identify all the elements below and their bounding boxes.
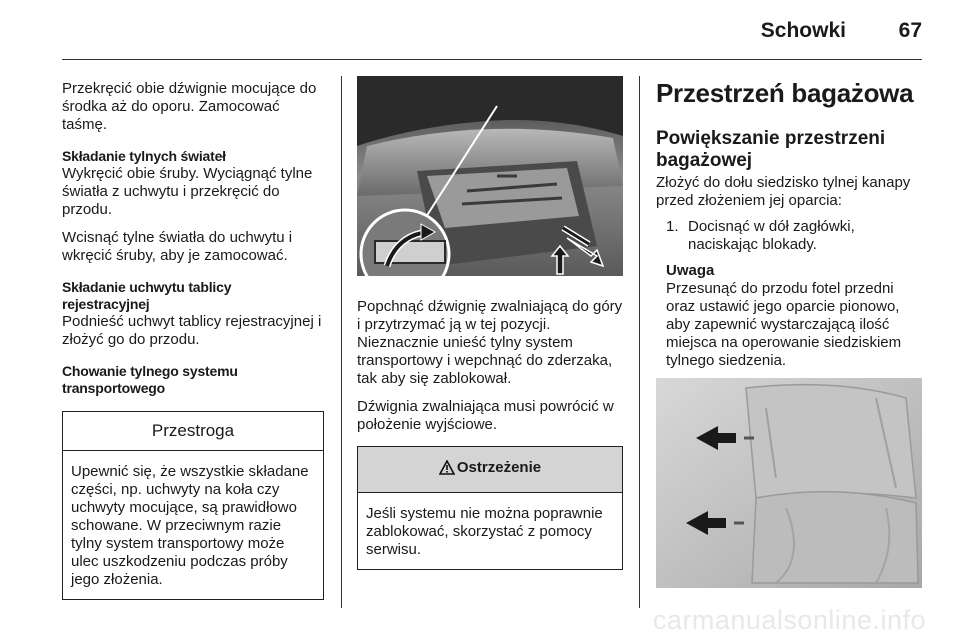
page-header [62, 0, 922, 60]
right-column [656, 78, 922, 588]
plate-holder-paragraph: Podnieść uchwyt tablicy rejestracyjnej i złożyć go do przodu. [62, 313, 322, 348]
warning-box [357, 446, 623, 570]
warning-box-body: Jeśli systemu nie można poprawnie zablokować, skorzystać z pomocy serwisu. [366, 505, 603, 558]
chapter-title: Schowki [760, 19, 846, 42]
carrier-photo [357, 76, 623, 276]
note-body: Przesunąć do przodu fotel przedni oraz ustawić jego oparcie pionowo, aby zapewnić wystarczającą ilość miejsca na operowanie siedziskiem tylnego siedzenia. [666, 280, 902, 369]
tail-lights-paragraph-2: Wcisnąć tylne światła do uchwytu i wkręcić śruby, aby je zamocować. [62, 229, 293, 264]
seat-photo [656, 378, 922, 588]
seat-cushion [752, 492, 918, 583]
left-column [62, 80, 324, 600]
section-heading-plate-holder: Składanie uchwytu tablicy rejestracyjnej [62, 279, 232, 312]
tail-lights-paragraph-1: Wykręcić obie śruby. Wyciągnąć tylne światła z uchwytu i przekręcić do przodu. [62, 165, 313, 218]
note-block [656, 262, 922, 370]
caution-box-body: Upewnić się, że wszystkie składane części, np. uchwyty na koła czy uchwyty mocujące, są prawidłowo schowane. W przeciwnym razie tylny system transportowy może ulec uszkodzeniu podczas próby jego złożenia. [71, 463, 309, 588]
watermark: carmanualsonline.info [652, 605, 926, 635]
intro-paragraph: Przekręcić obie dźwignie mocujące do środka aż do oporu. Zamocować taśmę. [62, 80, 317, 133]
caution-box-title: Przestroga [63, 412, 323, 451]
middle-column [357, 76, 623, 570]
caution-box [62, 411, 324, 600]
column-divider-right [639, 76, 640, 608]
steps-list [656, 218, 922, 254]
subsection-title: Powiększanie przestrzeni bagażowej [656, 128, 886, 171]
warning-triangle-icon [439, 460, 455, 480]
release-lever [375, 241, 445, 263]
warning-box-title: Ostrzeżenie [456, 459, 542, 476]
note-title: Uwaga [666, 262, 715, 279]
warning-box-header [358, 447, 622, 493]
enlarge-intro: Złożyć do dołu siedzisko tylnej kanapy przed złożeniem jej oparcia: [656, 174, 911, 209]
step-item: 1. Docisnąć w dół zagłówki, naciskając blokady. [666, 218, 855, 253]
section-heading-tail-lights: Składanie tylnych świateł [62, 148, 226, 164]
header-rule [62, 59, 922, 60]
page-number: 67 [898, 19, 922, 42]
section-title: Przestrzeń bagażowa [656, 78, 914, 108]
section-heading-stowing: Chowanie tylnego systemu transportowego [62, 363, 238, 396]
release-lever-paragraph: Popchnąć dźwignię zwalniającą do góry i przytrzymać ją w tej pozycji. Nieznacznie unieść tylny system transportowy i wepchnąć do zderzaka, tak aby się zablokował. [357, 298, 623, 387]
column-divider-left [341, 76, 342, 608]
release-lever-return-paragraph: Dźwignia zwalniająca musi powrócić w położenie wyjściowe. [357, 398, 614, 433]
